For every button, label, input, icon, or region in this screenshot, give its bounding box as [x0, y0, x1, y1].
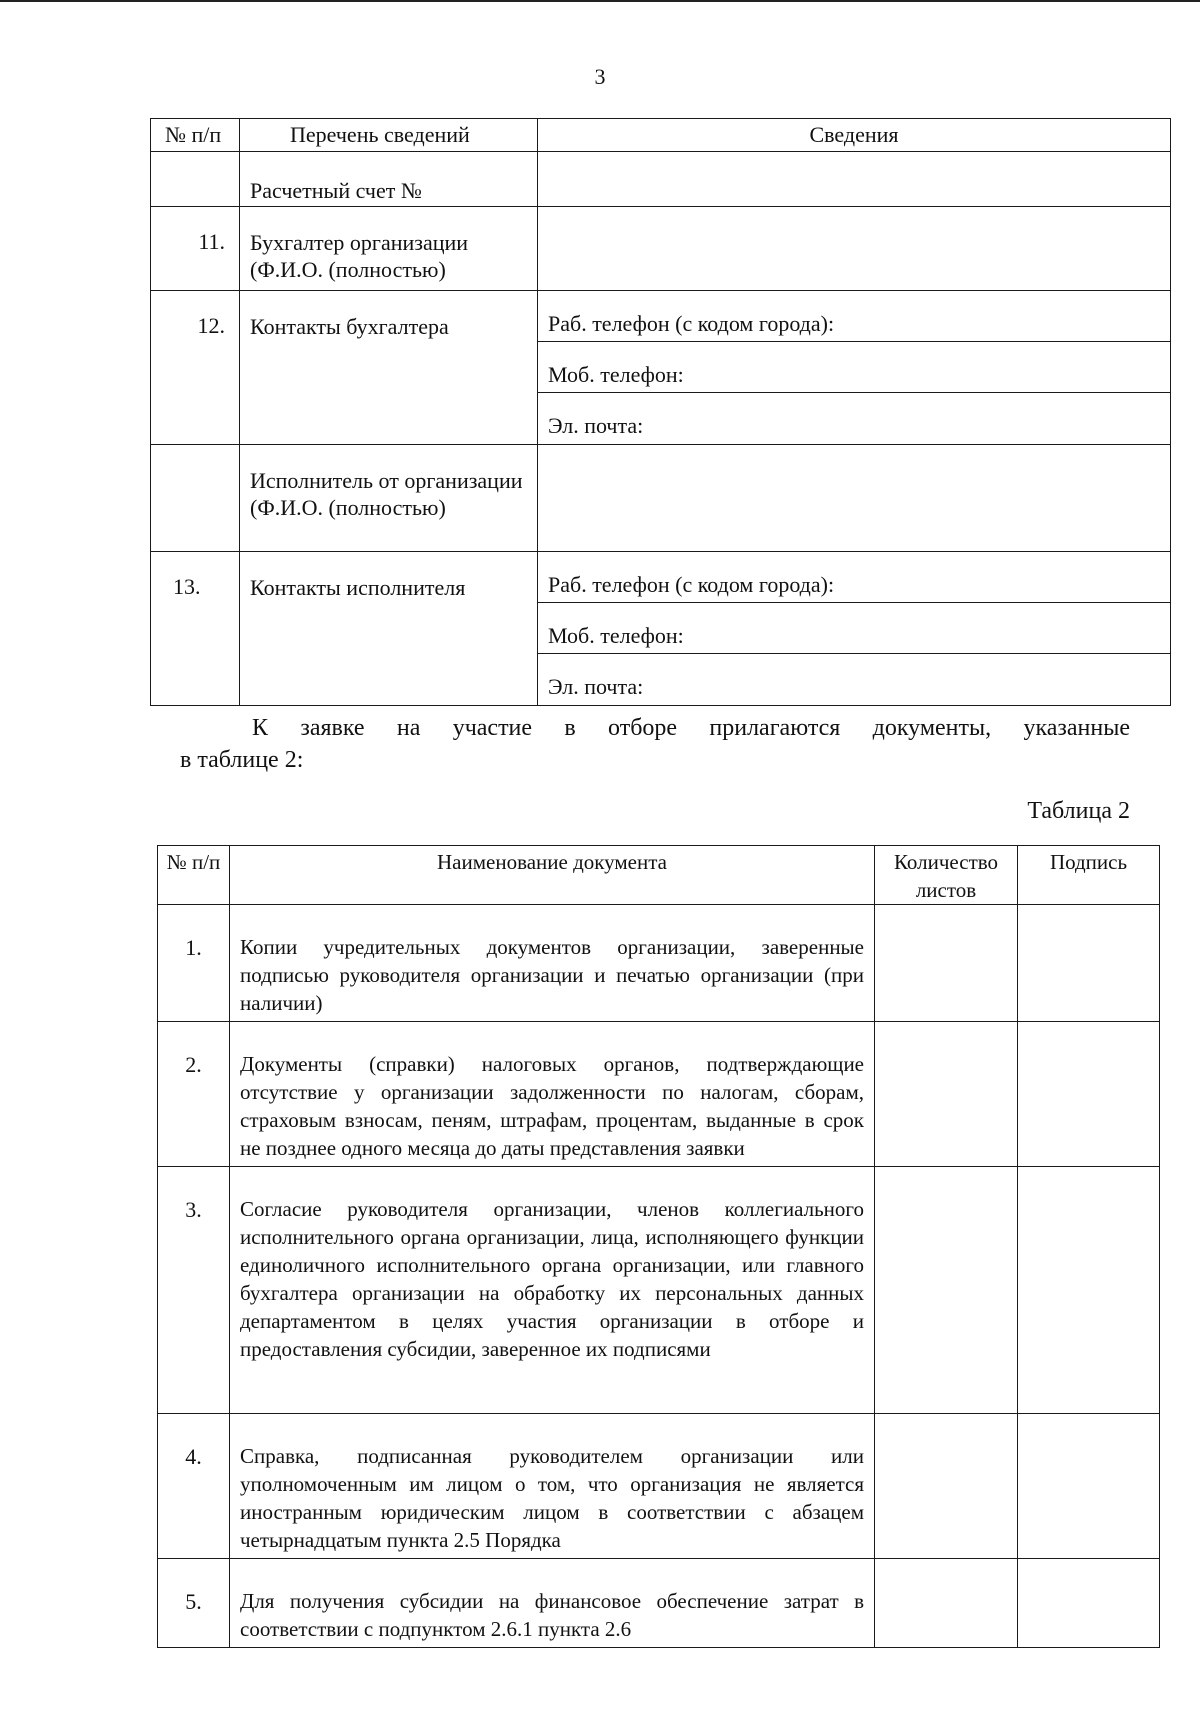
info-field[interactable] — [538, 207, 1171, 291]
signature-cell[interactable] — [1018, 1559, 1160, 1648]
mobile-phone-field[interactable]: Моб. телефон: — [538, 342, 1170, 393]
document-name: Копии учредительных документов организации, заверенные подписью руководителя организации и печатью организации (при наличии) — [230, 905, 875, 1022]
table1-header-info: Сведения — [538, 119, 1171, 152]
info-lines — [538, 291, 1171, 445]
table2-header-document: Наименование документа — [230, 846, 875, 905]
row-number: 4. — [158, 1414, 230, 1559]
sheets-count-cell[interactable] — [875, 1559, 1018, 1648]
work-phone-field[interactable]: Раб. телефон (с кодом города): — [538, 291, 1170, 342]
row-number: 3. — [158, 1167, 230, 1414]
email-field[interactable]: Эл. почта: — [548, 674, 644, 699]
row-number — [151, 152, 240, 207]
sheets-count-cell[interactable] — [875, 1022, 1018, 1167]
sheets-count-cell[interactable] — [875, 1414, 1018, 1559]
table-row — [151, 291, 1171, 445]
paragraph-line-2: в таблице 2: — [180, 747, 304, 773]
row-label: Контакты исполнителя — [240, 552, 538, 706]
document-name: Согласие руководителя организации, членов коллегиального исполнительного органа организации, лица, исполняющего функции единоличного исполнительного органа организации, или главного бухгалтера организации на обработку их персональных данных департаментом в целях участия организации в отборе и предоставления субсидии, заверенное их подписями — [230, 1167, 875, 1414]
work-phone-field[interactable]: Раб. телефон (с кодом города): — [538, 552, 1170, 603]
row-number: 2. — [158, 1022, 230, 1167]
documents-table — [157, 845, 1160, 1648]
top-border — [0, 0, 1200, 2]
row-label: Контакты бухгалтера — [240, 291, 538, 445]
table-row — [158, 1559, 1160, 1648]
sheets-count-cell[interactable] — [875, 1167, 1018, 1414]
document-name: Документы (справки) налоговых органов, подтверждающие отсутствие у организации задолженности по налогам, сборам, страховым взносам, пеням, штрафам, процентам, выданные в срок не позднее одного месяца до даты представления заявки — [230, 1022, 875, 1167]
signature-cell[interactable] — [1018, 1167, 1160, 1414]
contacts-table — [150, 118, 1171, 706]
table2-header-number: № п/п — [158, 846, 230, 905]
table-row — [151, 552, 1171, 706]
info-lines — [538, 552, 1171, 706]
row-label: Исполнитель от организации (Ф.И.О. (полностью) — [240, 445, 538, 552]
row-number: 13. — [151, 552, 240, 706]
signature-cell[interactable] — [1018, 1022, 1160, 1167]
table-row — [151, 152, 1171, 207]
table-row — [158, 1414, 1160, 1559]
info-field[interactable] — [538, 445, 1171, 552]
table2-header-signature: Подпись — [1018, 846, 1160, 905]
row-number: 5. — [158, 1559, 230, 1648]
table-row — [151, 445, 1171, 552]
row-number — [151, 445, 240, 552]
table-row — [151, 207, 1171, 291]
table-row — [158, 1022, 1160, 1167]
sheets-count-cell[interactable] — [875, 905, 1018, 1022]
row-number: 11. — [151, 207, 240, 291]
paragraph-line-1: К заявке на участие в отборе прилагаются документы, указанные — [252, 715, 1130, 741]
row-number: 12. — [151, 291, 240, 445]
row-label: Бухгалтер организации (Ф.И.О. (полностью) — [240, 207, 538, 291]
table1-header-item: Перечень сведений — [240, 119, 538, 152]
attachments-paragraph — [180, 712, 1130, 776]
info-field[interactable] — [538, 152, 1171, 207]
email-field[interactable]: Эл. почта: — [548, 413, 644, 438]
document-name: Справка, подписанная руководителем организации или уполномоченным им лицом о том, что организация не является иностранным юридическим лицом в соответствии с абзацем четырнадцатым пункта 2.5 Порядка — [230, 1414, 875, 1559]
table1-header-number: № п/п — [151, 119, 240, 152]
row-number: 1. — [158, 905, 230, 1022]
row-label: Расчетный счет № — [240, 152, 538, 207]
document-name: Для получения субсидии на финансовое обеспечение затрат в соответствии с подпунктом 2.6.1 пункта 2.6 — [230, 1559, 875, 1648]
table-row — [158, 905, 1160, 1022]
table1-header-row — [151, 119, 1171, 152]
table2-caption: Таблица 2 — [1027, 798, 1130, 824]
signature-cell[interactable] — [1018, 905, 1160, 1022]
mobile-phone-field[interactable]: Моб. телефон: — [538, 603, 1170, 654]
table2-header-sheets: Количество листов — [875, 846, 1018, 905]
page-number: 3 — [594, 64, 606, 89]
signature-cell[interactable] — [1018, 1414, 1160, 1559]
table2-header-row — [158, 846, 1160, 905]
table-row — [158, 1167, 1160, 1414]
